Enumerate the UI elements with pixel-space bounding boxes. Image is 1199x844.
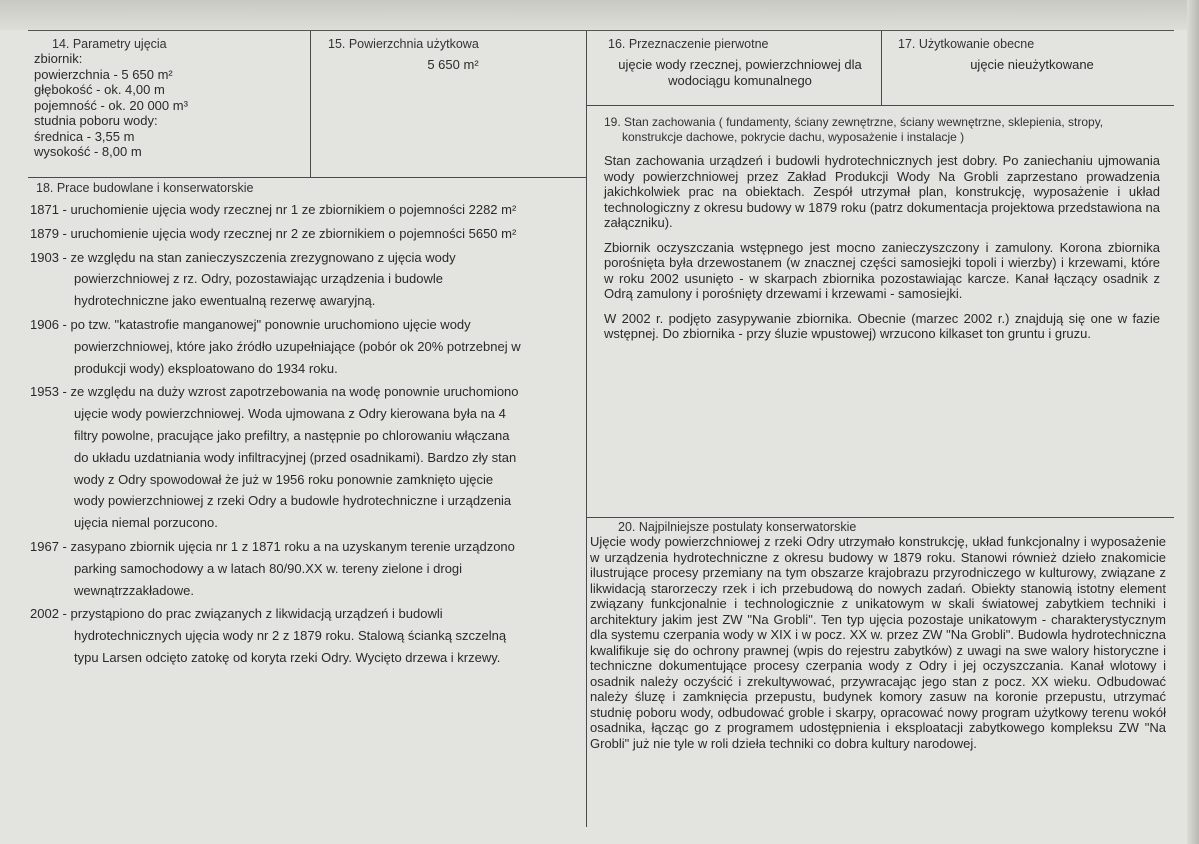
history-1953-line-2: ujęcie wody powierzchniowej. Woda ujmowana z Odry kierowana była na 4 (74, 406, 506, 422)
divider-v-16-17 (881, 31, 882, 105)
history-1906-line-1: 1906 - po tzw. "katastrofie manganowej" ponownie uruchomiono ujęcie wody (30, 316, 471, 332)
section-16-original-purpose (608, 37, 872, 88)
history-1906-line-2: powierzchniowej, które jako źródło uzupełniające (pobór ok 20% potrzebnej w (74, 338, 521, 354)
divider-v-left-right (586, 31, 587, 827)
section-20-title: 20. Najpilniejsze postulaty konserwatorskie (618, 520, 857, 534)
history-2002-line-2: hydrotechnicznych ujęcia wody nr 2 z 1879 roku. Stalową ścianką szczelną (74, 628, 507, 644)
divider-h-right-top (586, 105, 1174, 106)
history-1953-line-6: wody powierzchniowej z rzeki Odry a budowle hydrotechniczne i urządzenia (74, 493, 512, 509)
history-entry-2002 (30, 603, 582, 668)
section-14-line-7: wysokość - 8,00 m (34, 144, 142, 159)
section-14-title: 14. Parametry ujęcia (52, 37, 167, 51)
section-16-value: ujęcie wody rzecznej, powierzchniowej dla wodociągu komunalnego (618, 57, 862, 88)
section-14-line-3: głębokość - ok. 4,00 m (34, 82, 165, 97)
section-20-conservation-postulates (590, 520, 1166, 751)
history-2002-line-3: typu Larsen odcięto zatokę od koryta rzeki Odry. Wycięto drzewa i krzewy. (74, 649, 501, 665)
conservation-record-form (28, 30, 1174, 827)
history-1953-line-5: wody z Odry spowodował że już w 1956 roku ponownie zamknięto ujęcie (74, 471, 494, 487)
history-1953-line-7: ujęcia niemal porzucono. (74, 515, 218, 531)
history-1967-line-1: 1967 - zasypano zbiornik ujęcia nr 1 z 1871 roku a na uzyskanym terenie urządzono (30, 538, 515, 554)
section-15-title: 15. Powierzchnia użytkowa (328, 37, 479, 51)
history-1879-line-1: 1879 - uruchomienie ujęcia wody rzecznej nr 2 ze zbiornikiem o pojemności 5650 m² (30, 225, 517, 241)
history-1953-line-3: filtry powolne, pracujące jako prefiltry, a następnie po chlorowaniu włączana (74, 427, 510, 443)
history-1953-line-1: 1953 - ze względu na duży wzrost zapotrzebowania na wodę ponownie uruchomiono (30, 384, 519, 400)
history-1903-line-2: powierzchniowej z rz. Odry, pozostawiając urządzenia i budowle (74, 271, 443, 287)
section-19-paragraph-1: Stan zachowania urządzeń i budowli hydrotechnicznych jest dobry. Po zaniechaniu ujmowania wody powierzchniowej przez Zakład Produkcji Wody Na Grobli zaprzestano prowadzenia jakichkolwiek prac na obiektach. Zespół utrzymał plan, konstrukcję, wyposażenie i układ technologiczny z okresu budowy w 1879 roku (patrz dokumentacja projektowa przedstawiona na załączniku). (604, 153, 1160, 230)
section-19-state-of-preservation (604, 115, 1160, 351)
history-entry-1871 (30, 199, 582, 221)
history-1967-line-2: parking samochodowy a w latach 80/90.XX w. tereny zielone i drogi (74, 560, 463, 576)
section-19-paragraph-3: W 2002 r. podjęto zasypywanie zbiornika. Obecnie (marzec 2002 r.) znajdują się one w fazie wstępnej. Do zbiornika - przy śluzie wpustowej) wrzucono kilkaset ton gruntu i gruzu. (604, 310, 1160, 341)
section-20-text: Ujęcie wody powierzchniowej z rzeki Odry utrzymało konstrukcję, układ funkcjonalny i wyposażenie w urządzenia hydrotechniczne z okresu budowy w 1879 roku. Stanowi również dzieło znakomicie ilustrujące procesy przemiany na tym obszarze krajobrazu przyrodniczego w kulturowy, związane z likwidacją starorzeczy rzek i ich przebudową do nowych zadań. Obiekty stanowią istotny element związany funkcjonalnie i technologicznie z unikatowym w skali światowej zabytkiem techniki i architektury jakim jest ZW "Na Grobli". Ten typ ujęcia pozostaje unikatowym - charakterystycznym dla systemu czerpania wody w XIX i w pocz. XX w. przez ZW "Na Grobli". Budowla hydrotechniczna kwalifikuje się do ochrony prawnej (wpis do rejestru zabytków) z uwagi na swe walory historyczne i techniczne dokumentujące procesy czerpania wody z Odry i jej oczyszczania. Kanał wlotowy i osadnik należy oczyścić i zrekultywować, przywracając jego stan z pocz. XX wieku. Odbudować należy śluzę i zamknięcia przepustu, budynek komory zasuw na koronie przepustu, utrzymać studnię poboru wody, odbudować groble i skarpy, opracować nowy program użytkowy terenu wokół osadnika, łącząc go z programem udostępnienia i eksploatacji zabytkowego kompleksu ZW "Na Grobli" już nie tyle w roli dzieła techniki co dobra kultury narodowej. (590, 534, 1166, 751)
history-1903-line-1: 1903 - ze względu na stan zanieczyszczenia zrezygnowano z ujęcia wody (30, 249, 456, 265)
divider-v-14-15 (310, 31, 311, 177)
section-14-line-1: zbiornik: (34, 51, 83, 66)
history-entry-1967 (30, 536, 582, 601)
section-19-title: 19. Stan zachowania ( fundamenty, ściany zewnętrzne, ściany wewnętrzne, sklepienia, stropy, konstrukcje dachowe, pokrycie dachu, wyposażenie i instalacje ) (604, 115, 1104, 144)
history-entry-1906 (30, 314, 582, 379)
scan-edge-right (1187, 0, 1199, 844)
history-entry-1879 (30, 223, 582, 245)
section-18-title: 18. Prace budowlane i konserwatorskie (36, 181, 254, 195)
history-1871-line-1: 1871 - uruchomienie ujęcia wody rzecznej nr 1 ze zbiornikiem o pojemności 2282 m² (30, 202, 517, 217)
section-14-line-2: powierzchnia - 5 650 m² (34, 66, 173, 82)
divider-h-right-mid (586, 517, 1174, 518)
section-14-parameters (34, 37, 306, 160)
section-19-paragraph-2: Zbiornik oczyszczania wstępnego jest mocno zanieczyszczony i zamulony. Korona zbiornika porośnięta była drzewostanem (w znacznej części samosiejki topoli i wierzby) i krzewami, które w roku 2002 usunięto - w skarpach zbiornika pozostawiając karcze. Kanał łączący osadnik z Odrą zamulony i porośnięty drzewami i krzewami - samosiejki. (604, 239, 1160, 301)
section-14-line-5: studnia poboru wody: (34, 113, 158, 128)
section-15-value: 5 650 m² (427, 57, 479, 72)
divider-h-left-top (28, 177, 586, 178)
history-2002-line-1: 2002 - przystąpiono do prac związanych z likwidacją urządzeń i budowli (30, 606, 443, 622)
section-14-line-4: pojemność - ok. 20 000 m³ (34, 97, 188, 113)
history-1906-line-3: produkcji wody) eksploatowano do 1934 roku. (74, 360, 338, 376)
section-17-current-use (898, 37, 1166, 73)
history-1953-line-4: do układu uzdatniania wody infiltracyjnej (przed osadnikami). Bardzo zły stan (74, 449, 517, 465)
section-18-construction-works (30, 181, 582, 669)
section-14-line-6: średnica - 3,55 m (34, 128, 135, 144)
history-1903-line-3: hydrotechniczne jako ewentualną rezerwę awaryjną. (74, 293, 376, 309)
section-16-title: 16. Przeznaczenie pierwotne (608, 37, 769, 51)
section-15-usable-area (328, 37, 578, 73)
history-entry-1953 (30, 381, 582, 534)
section-17-value: ujęcie nieużytkowane (970, 57, 1094, 72)
history-1967-line-3: wewnątrzzakładowe. (74, 582, 194, 598)
section-17-title: 17. Użytkowanie obecne (898, 37, 1035, 51)
history-entry-1903 (30, 247, 582, 312)
scan-edge-top (0, 0, 1199, 30)
